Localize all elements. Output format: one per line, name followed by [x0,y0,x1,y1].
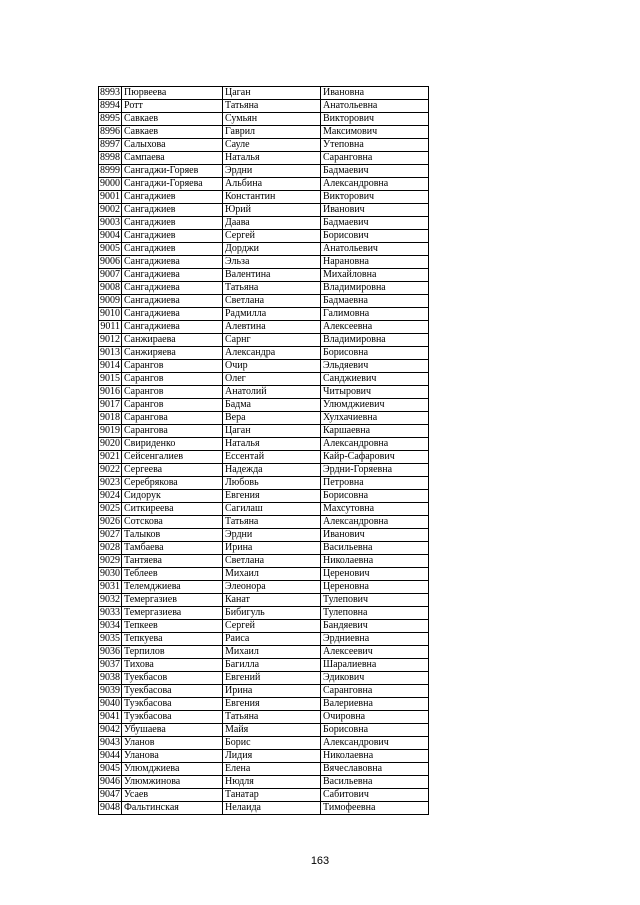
first-name-cell: Светлана [223,555,321,568]
row-number-cell: 9022 [100,464,120,475]
patronymic-cell: Очировна [321,711,429,724]
table-row [99,412,429,425]
row-number-cell: 8993 [100,87,120,98]
first-name-cell: Евгения [223,698,321,711]
table-row [99,776,429,789]
first-name-cell: Танатар [223,789,321,802]
row-number-cell: 9041 [100,711,120,722]
table-row [99,672,429,685]
first-name-cell: Татьяна [223,516,321,529]
row-number-cell: 9010 [100,308,120,319]
first-name-cell: Дорджи [223,243,321,256]
patronymic-cell: Ивановна [321,87,429,100]
patronymic-cell: Хулхачиевна [321,412,429,425]
last-name-cell: Сангаджиев [122,191,223,204]
first-name-cell: Валентина [223,269,321,282]
last-name-cell: Сарангов [122,360,223,373]
first-name-cell: Ирина [223,685,321,698]
last-name-cell: Сарангов [122,399,223,412]
patronymic-cell: Бадмаевна [321,295,429,308]
last-name-cell: Тамбаева [122,542,223,555]
last-name-cell: Сангаджиев [122,217,223,230]
table-row [99,386,429,399]
last-name-cell: Сергеева [122,464,223,477]
table-row [99,243,429,256]
table-row [99,308,429,321]
row-number-cell: 9005 [100,243,120,254]
table-row [99,568,429,581]
patronymic-cell: Васильевна [321,542,429,555]
last-name-cell: Сангаджи-Горяева [122,178,223,191]
table-row [99,620,429,633]
row-number-cell: 9018 [100,412,120,423]
first-name-cell: Раиса [223,633,321,646]
table-row [99,230,429,243]
patronymic-cell: Владимировна [321,334,429,347]
last-name-cell: Сангаджиев [122,230,223,243]
first-name-cell: Нелаида [223,802,321,815]
table-row [99,633,429,646]
first-name-cell: Альбина [223,178,321,191]
first-name-cell: Даава [223,217,321,230]
first-name-cell: Наталья [223,152,321,165]
last-name-cell: Телемджиева [122,581,223,594]
first-name-cell: Есcентай [223,451,321,464]
row-number-cell: 9007 [100,269,120,280]
last-name-cell: Теблеев [122,568,223,581]
last-name-cell: Сарангова [122,412,223,425]
first-name-cell: Сумьян [223,113,321,126]
table-row [99,685,429,698]
table-row [99,477,429,490]
row-number-cell: 9012 [100,334,120,345]
last-name-cell: Серебрякова [122,477,223,490]
patronymic-cell: Саранговна [321,685,429,698]
table-row [99,698,429,711]
last-name-cell: Савкаев [122,113,223,126]
first-name-cell: Юрий [223,204,321,217]
first-name-cell: Радмилла [223,308,321,321]
first-name-cell: Светлана [223,295,321,308]
row-number-cell: 9042 [100,724,120,735]
patronymic-cell: Александровна [321,178,429,191]
row-number-cell: 9039 [100,685,120,696]
last-name-cell: Терпилов [122,646,223,659]
patronymic-cell: Тулепович [321,594,429,607]
last-name-cell: Уланова [122,750,223,763]
row-number-cell: 9025 [100,503,120,514]
patronymic-cell: Анатольевна [321,100,429,113]
last-name-cell: Сангаджиева [122,269,223,282]
row-number-cell: 8994 [100,100,120,111]
row-number-cell: 9015 [100,373,120,384]
patronymic-cell: Улюмджиевич [321,399,429,412]
table-row [99,256,429,269]
table-row [99,607,429,620]
table-row [99,529,429,542]
last-name-cell: Талыков [122,529,223,542]
last-name-cell: Сангаджиева [122,321,223,334]
table-row [99,438,429,451]
patronymic-cell: Эдикович [321,672,429,685]
table-row [99,724,429,737]
first-name-cell: Татьяна [223,282,321,295]
row-number-cell: 9027 [100,529,120,540]
patronymic-cell: Викторович [321,113,429,126]
last-name-cell: Сангаджиев [122,204,223,217]
table-row [99,113,429,126]
patronymic-cell: Иванович [321,529,429,542]
row-number-cell: 9040 [100,698,120,709]
row-number-cell: 9032 [100,594,120,605]
row-number-cell: 9013 [100,347,120,358]
first-name-cell: Анатолий [223,386,321,399]
patronymic-cell: Галимовна [321,308,429,321]
last-name-cell: Уланов [122,737,223,750]
last-name-cell: Туекбасова [122,685,223,698]
last-name-cell: Санжиряева [122,347,223,360]
last-name-cell: Туэкбасова [122,698,223,711]
row-number-cell: 8999 [100,165,120,176]
last-name-cell: Фальтинская [122,802,223,815]
last-name-cell: Сангаджиев [122,243,223,256]
table-row [99,763,429,776]
first-name-cell: Сарнг [223,334,321,347]
patronymic-cell: Санджиевич [321,373,429,386]
row-number-cell: 9034 [100,620,120,631]
row-number-cell: 8995 [100,113,120,124]
first-name-cell: Эрдни [223,165,321,178]
row-number-cell: 9008 [100,282,120,293]
row-number-cell: 9003 [100,217,120,228]
page-number: 163 [310,855,330,867]
first-name-cell: Канат [223,594,321,607]
row-number-cell: 9036 [100,646,120,657]
patronymic-cell: Бандяевич [321,620,429,633]
patronymic-cell: Саранговна [321,152,429,165]
row-number-cell: 9044 [100,750,120,761]
table-row [99,152,429,165]
last-name-cell: Улюмжинова [122,776,223,789]
patronymic-cell: Сабитович [321,789,429,802]
row-number-cell: 9000 [100,178,120,189]
row-number-cell: 9009 [100,295,120,306]
first-name-cell: Ирина [223,542,321,555]
table-row [99,399,429,412]
row-number-cell: 9024 [100,490,120,501]
last-name-cell: Тихова [122,659,223,672]
table-row [99,555,429,568]
table-row [99,100,429,113]
last-name-cell: Свириденко [122,438,223,451]
table-row [99,360,429,373]
table-row [99,191,429,204]
first-name-cell: Эрдни [223,529,321,542]
patronymic-cell: Михайловна [321,269,429,282]
row-number-cell: 9043 [100,737,120,748]
first-name-cell: Цаган [223,425,321,438]
last-name-cell: Ротт [122,100,223,113]
last-name-cell: Усаев [122,789,223,802]
row-number-cell: 9028 [100,542,120,553]
row-number-cell: 9046 [100,776,120,787]
last-name-cell: Сангаджи-Горяев [122,165,223,178]
table-row [99,451,429,464]
patronymic-cell: Александровна [321,516,429,529]
last-name-cell: Пюрвеева [122,87,223,100]
patronymic-cell: Николаевна [321,750,429,763]
roster-body [99,87,429,815]
first-name-cell: Бадма [223,399,321,412]
first-name-cell: Вера [223,412,321,425]
patronymic-cell: Бадмаевич [321,165,429,178]
roster-table [98,86,429,815]
table-row [99,178,429,191]
first-name-cell: Наталья [223,438,321,451]
last-name-cell: Сангаджиева [122,308,223,321]
table-row [99,425,429,438]
table-row [99,295,429,308]
patronymic-cell: Анатольевич [321,243,429,256]
first-name-cell: Сауле [223,139,321,152]
first-name-cell: Евгения [223,490,321,503]
patronymic-cell: Алексеевич [321,646,429,659]
table-row [99,165,429,178]
patronymic-cell: Максимович [321,126,429,139]
row-number-cell: 9035 [100,633,120,644]
patronymic-cell: Николаевна [321,555,429,568]
last-name-cell: Сампаева [122,152,223,165]
row-number-cell: 9029 [100,555,120,566]
last-name-cell: Тепкуева [122,633,223,646]
last-name-cell: Темергазиев [122,594,223,607]
last-name-cell: Салыхова [122,139,223,152]
first-name-cell: Элеонора [223,581,321,594]
first-name-cell: Сергей [223,620,321,633]
row-number-cell: 9048 [100,802,120,813]
patronymic-cell: Валериевна [321,698,429,711]
patronymic-cell: Васильевна [321,776,429,789]
row-number-cell: 9017 [100,399,120,410]
patronymic-cell: Махсутовна [321,503,429,516]
table-row [99,347,429,360]
last-name-cell: Сангаджиева [122,256,223,269]
row-number-cell: 8996 [100,126,120,137]
patronymic-cell: Владимировна [321,282,429,295]
first-name-cell: Алевтина [223,321,321,334]
first-name-cell: Бибигуль [223,607,321,620]
row-number-cell: 9014 [100,360,120,371]
row-number-cell: 9002 [100,204,120,215]
table-row [99,282,429,295]
patronymic-cell: Церенович [321,568,429,581]
patronymic-cell: Эрдни-Горяевна [321,464,429,477]
row-number-cell: 9020 [100,438,120,449]
row-number-cell: 8998 [100,152,120,163]
patronymic-cell: Борисовна [321,724,429,737]
patronymic-cell: Тулеповна [321,607,429,620]
table-row [99,464,429,477]
table-row [99,594,429,607]
last-name-cell: Санжираева [122,334,223,347]
last-name-cell: Туекбасов [122,672,223,685]
table-row [99,373,429,386]
patronymic-cell: Борисович [321,230,429,243]
first-name-cell: Сагилаш [223,503,321,516]
first-name-cell: Майя [223,724,321,737]
last-name-cell: Сангаджиева [122,282,223,295]
patronymic-cell: Викторович [321,191,429,204]
table-row [99,269,429,282]
first-name-cell: Сергей [223,230,321,243]
last-name-cell: Тепкеев [122,620,223,633]
patronymic-cell: Вячеславовна [321,763,429,776]
table-row [99,581,429,594]
row-number-cell: 9019 [100,425,120,436]
last-name-cell: Сарангов [122,386,223,399]
row-number-cell: 9004 [100,230,120,241]
table-row [99,789,429,802]
first-name-cell: Надежда [223,464,321,477]
row-number-cell: 9011 [100,321,120,332]
table-row [99,204,429,217]
patronymic-cell: Борисовна [321,347,429,360]
first-name-cell: Олег [223,373,321,386]
last-name-cell: Убушаева [122,724,223,737]
table-row [99,490,429,503]
table-row [99,750,429,763]
first-name-cell: Татьяна [223,100,321,113]
last-name-cell: Сарангов [122,373,223,386]
last-name-cell: Улюмджиева [122,763,223,776]
row-number-cell: 9037 [100,659,120,670]
table-row [99,87,429,100]
row-number-cell: 9045 [100,763,120,774]
table-row [99,139,429,152]
row-number-cell: 9047 [100,789,120,800]
row-number-cell: 9030 [100,568,120,579]
patronymic-cell: Александрович [321,737,429,750]
patronymic-cell: Кайр-Сафарович [321,451,429,464]
table-row [99,737,429,750]
row-number-cell: 8997 [100,139,120,150]
patronymic-cell: Александровна [321,438,429,451]
table-row [99,711,429,724]
patronymic-cell: Цереновна [321,581,429,594]
last-name-cell: Тантяева [122,555,223,568]
patronymic-cell: Алексеевна [321,321,429,334]
first-name-cell: Любовь [223,477,321,490]
first-name-cell: Михаил [223,646,321,659]
table-row [99,659,429,672]
first-name-cell: Михаил [223,568,321,581]
table-row [99,542,429,555]
last-name-cell: Ситкиреева [122,503,223,516]
patronymic-cell: Борисовна [321,490,429,503]
table-row [99,334,429,347]
first-name-cell: Константин [223,191,321,204]
patronymic-cell: Иванович [321,204,429,217]
row-number-cell: 9006 [100,256,120,267]
table-row [99,126,429,139]
table-row [99,516,429,529]
first-name-cell: Лидия [223,750,321,763]
patronymic-cell: Читырович [321,386,429,399]
first-name-cell: Гаврил [223,126,321,139]
row-number-cell: 9031 [100,581,120,592]
row-number-cell: 9021 [100,451,120,462]
table-row [99,646,429,659]
patronymic-cell: Каршаевна [321,425,429,438]
patronymic-cell: Петровна [321,477,429,490]
row-number-cell: 9026 [100,516,120,527]
first-name-cell: Татьяна [223,711,321,724]
first-name-cell: Багилла [223,659,321,672]
first-name-cell: Эльза [223,256,321,269]
table-row [99,217,429,230]
last-name-cell: Савкаев [122,126,223,139]
last-name-cell: Туэкбасова [122,711,223,724]
first-name-cell: Борис [223,737,321,750]
row-number-cell: 9001 [100,191,120,202]
last-name-cell: Сангаджиева [122,295,223,308]
row-number-cell: 9038 [100,672,120,683]
first-name-cell: Елена [223,763,321,776]
last-name-cell: Сарангова [122,425,223,438]
row-number-cell: 9016 [100,386,120,397]
patronymic-cell: Эльдяевич [321,360,429,373]
patronymic-cell: Эрдниевна [321,633,429,646]
last-name-cell: Темергазиева [122,607,223,620]
table-row [99,321,429,334]
patronymic-cell: Нарановна [321,256,429,269]
patronymic-cell: Шаралиевна [321,659,429,672]
last-name-cell: Сидорук [122,490,223,503]
first-name-cell: Нюдля [223,776,321,789]
patronymic-cell: Тимофеевна [321,802,429,815]
patronymic-cell: Утеповна [321,139,429,152]
table-row [99,802,429,815]
last-name-cell: Сотскова [122,516,223,529]
first-name-cell: Очир [223,360,321,373]
first-name-cell: Цаган [223,87,321,100]
row-number-cell: 9033 [100,607,120,618]
patronymic-cell: Бадмаевич [321,217,429,230]
first-name-cell: Евгений [223,672,321,685]
last-name-cell: Сейсенгалиев [122,451,223,464]
row-number-cell: 9023 [100,477,120,488]
first-name-cell: Александра [223,347,321,360]
table-row [99,503,429,516]
